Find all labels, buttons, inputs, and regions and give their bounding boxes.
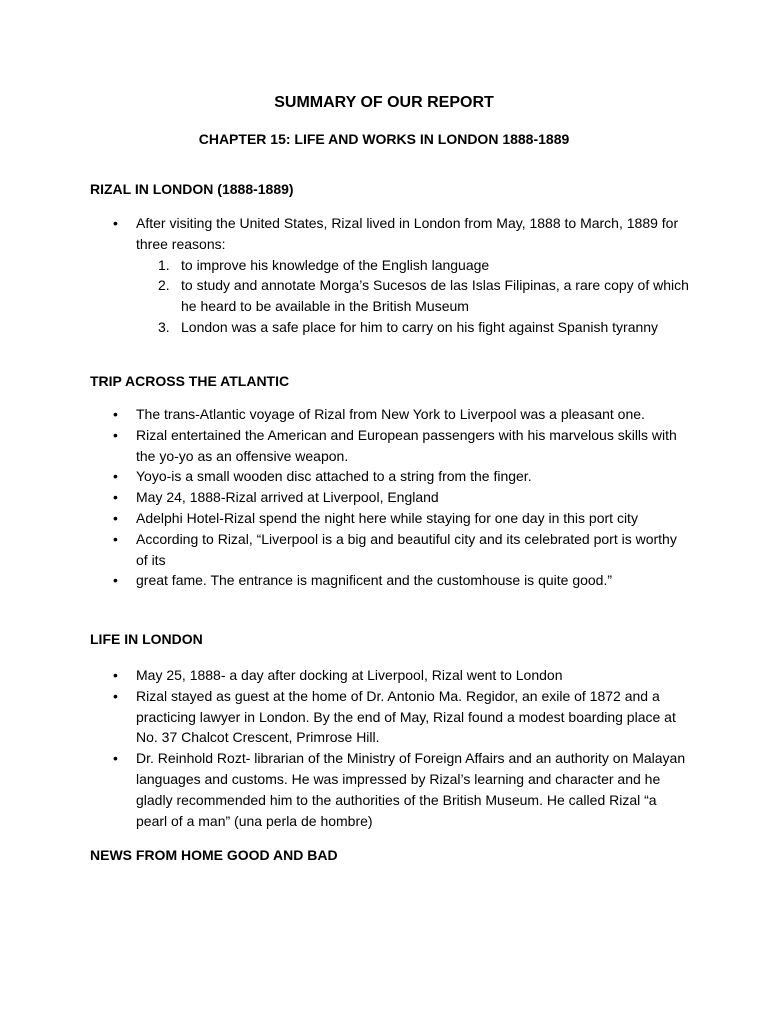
section-heading-rizal-in-london: RIZAL IN LONDON (1888-1889) (90, 181, 294, 197)
list-item (136, 255, 690, 276)
bullet-text: After visiting the United States, Rizal lived in London from May, 1888 to March, 1889 for three reasons: (136, 215, 679, 252)
list-item (110, 748, 690, 831)
bullet-text: Yoyo-is a small wooden disc attached to a string from the finger. (136, 468, 532, 485)
bullet-list-trip-across-atlantic (110, 404, 690, 591)
bullet-text: Adelphi Hotel-Rizal spend the night here while staying for one day in this port city (136, 509, 638, 526)
bullet-text: According to Rizal, “Liverpool is a big and beautiful city and its celebrated port is worthy of its (136, 530, 677, 568)
chapter-heading: CHAPTER 15: LIFE AND WORKS IN LONDON 1888-1889 (198, 131, 570, 147)
bullet-text: Dr. Reinhold Rozt- librarian of the Ministry of Foreign Affairs and an authority on Malayan languages and customs. He was impressed by Rizal’s learning and character and he gladly recommended him to the authorities of the British Museum. He called Rizal “a pearl of a man” (una perla de hombre) (136, 750, 686, 829)
list-item (110, 665, 690, 686)
bullet-text: great fame. The entrance is magnificent and the customhouse is quite good.” (136, 572, 613, 589)
list-item (110, 529, 690, 571)
list-item (136, 275, 690, 317)
list-item (110, 508, 690, 529)
document-title: SUMMARY OF OUR REPORT (274, 94, 494, 111)
list-number: 2. (158, 277, 170, 294)
list-item (110, 213, 690, 338)
list-item (110, 404, 690, 425)
reason-text: London was a safe place for him to carry on his fight against Spanish tyranny (181, 318, 659, 335)
reasons-list (136, 255, 690, 338)
bullet-list-life-in-london (110, 665, 690, 831)
list-item (110, 466, 690, 487)
list-item (110, 686, 690, 748)
bullet-text: Rizal stayed as guest at the home of Dr. Antonio Ma. Regidor, an exile of 1872 and a practicing lawyer in London. By the end of May, Rizal found a modest boarding place at No. 37 Chalcot Crescent, Primrose Hill. (136, 687, 676, 746)
section-heading-news-from-home: NEWS FROM HOME GOOD AND BAD (90, 847, 338, 863)
bullet-text: May 25, 1888- a day after docking at Liverpool, Rizal went to London (136, 667, 563, 683)
list-item (110, 425, 690, 467)
bullet-text: Rizal entertained the American and European passengers with his marvelous skills with the yo-yo as an offensive weapon. (136, 426, 677, 464)
section-heading-life-in-london: LIFE IN LONDON (90, 631, 203, 647)
reason-text: to study and annotate Morga’s Sucesos de las Islas Filipinas, a rare copy of which he heard to be available in the British Museum (181, 277, 689, 315)
list-item (110, 570, 690, 591)
list-item (136, 317, 690, 338)
section-heading-trip-across-atlantic: TRIP ACROSS THE ATLANTIC (90, 373, 290, 389)
reason-text: to improve his knowledge of the English language (181, 256, 490, 273)
list-number: 3. (158, 318, 170, 335)
bullet-text: The trans-Atlantic voyage of Rizal from New York to Liverpool was a pleasant one. (136, 406, 645, 422)
list-item (110, 487, 690, 508)
list-number: 1. (158, 256, 170, 273)
bullet-list-rizal-in-london (110, 213, 690, 338)
bullet-text: May 24, 1888-Rizal arrived at Liverpool, England (136, 489, 439, 506)
